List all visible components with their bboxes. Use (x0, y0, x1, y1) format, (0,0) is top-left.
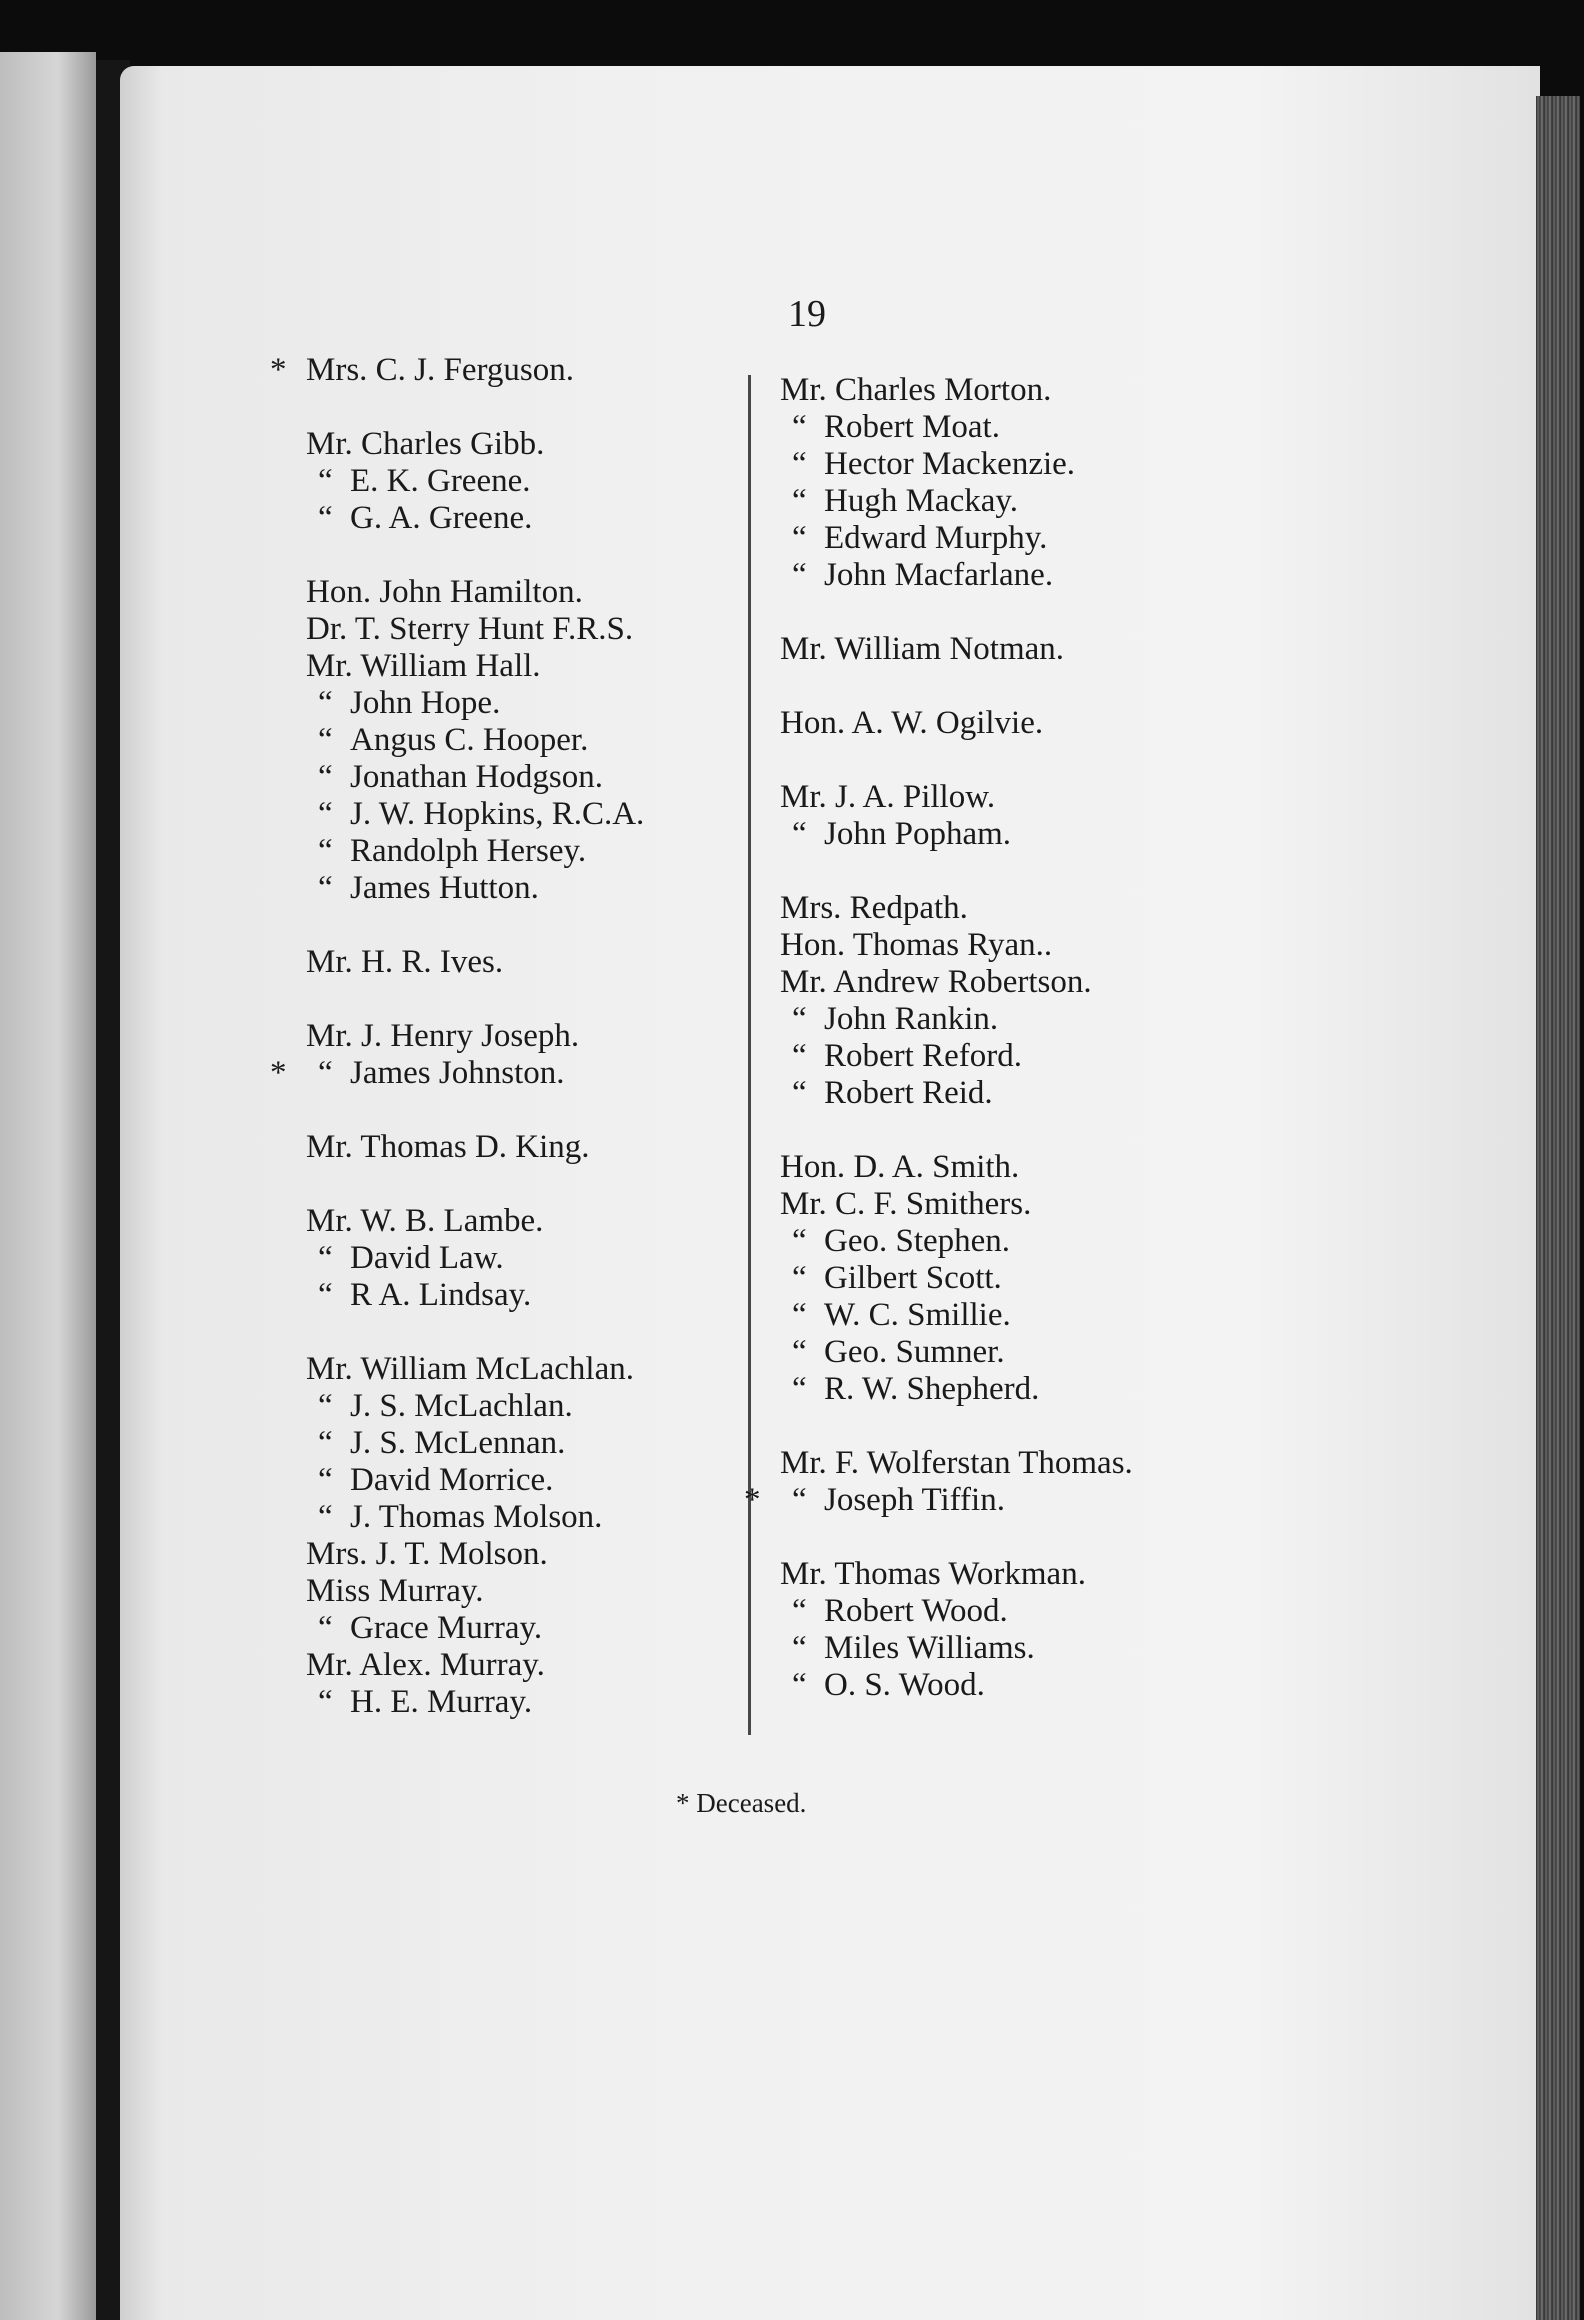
list-spacer (306, 981, 644, 1018)
member-name: Hon. A. W. Ogilvie. (780, 705, 1044, 741)
member-name: H. E. Murray. (350, 1684, 533, 1720)
ditto-mark: “ (792, 1667, 807, 1703)
member-name: Jonathan Hodgson. (350, 759, 603, 795)
list-item (780, 705, 1133, 742)
ditto-mark: “ (318, 796, 333, 832)
ditto-mark: “ (792, 1223, 807, 1259)
ditto-mark: “ (792, 1593, 807, 1629)
member-name: Mr. Alex. Murray. (306, 1647, 545, 1683)
ditto-mark: “ (318, 833, 333, 869)
member-name: John Rankin. (824, 1001, 999, 1037)
ditto-mark: “ (792, 446, 807, 482)
member-name: John Hope. (350, 685, 501, 721)
member-name: Hon. Thomas Ryan.. (780, 927, 1053, 963)
list-item (306, 1018, 644, 1055)
ditto-mark: “ (318, 1277, 333, 1313)
member-name: Mr. Charles Morton. (780, 372, 1052, 408)
ditto-mark: “ (318, 722, 333, 758)
list-item (306, 574, 644, 611)
previous-page-edge (0, 52, 96, 2320)
list-item (780, 557, 1133, 594)
list-spacer (780, 1408, 1133, 1445)
ditto-mark: “ (792, 557, 807, 593)
member-name: David Morrice. (350, 1462, 554, 1498)
ditto-mark: “ (792, 1001, 807, 1037)
ditto-mark: “ (792, 1630, 807, 1666)
ditto-mark: “ (318, 463, 333, 499)
list-item (306, 1240, 644, 1277)
list-item (780, 1223, 1133, 1260)
member-name: Mr. J. A. Pillow. (780, 779, 996, 815)
member-name: R. W. Shepherd. (824, 1371, 1040, 1407)
list-item (306, 796, 644, 833)
list-spacer (780, 594, 1133, 631)
list-item (306, 1277, 644, 1314)
member-name: Grace Murray. (350, 1610, 543, 1646)
list-item (780, 1667, 1133, 1704)
footnote-deceased: * Deceased. (676, 1788, 807, 1818)
member-name: Robert Reford. (824, 1038, 1022, 1074)
list-item (306, 1647, 644, 1684)
page-number: 19 (788, 293, 826, 335)
ditto-mark: “ (318, 1684, 333, 1720)
list-item (780, 1630, 1133, 1667)
list-item (780, 372, 1133, 409)
list-item (780, 816, 1133, 853)
list-item (306, 944, 644, 981)
member-name: Mr. J. Henry Joseph. (306, 1018, 580, 1054)
list-item (306, 833, 644, 870)
member-name: John Popham. (824, 816, 1012, 852)
column-divider (748, 375, 751, 1735)
member-name: James Johnston. (350, 1055, 565, 1091)
member-name: Edward Murphy. (824, 520, 1048, 556)
list-item (306, 1203, 644, 1240)
member-name: W. C. Smillie. (824, 1297, 1011, 1333)
list-item (306, 611, 644, 648)
list-item (270, 352, 644, 389)
ditto-mark: “ (318, 1499, 333, 1535)
ditto-mark: “ (792, 1297, 807, 1333)
member-name: J. W. Hopkins, R.C.A. (350, 796, 645, 832)
ditto-mark: “ (792, 1075, 807, 1111)
ditto-mark: “ (792, 483, 807, 519)
list-item (780, 1371, 1133, 1408)
list-item (780, 1334, 1133, 1371)
list-spacer (306, 1314, 644, 1351)
list-item (780, 483, 1133, 520)
member-name: Randolph Hersey. (350, 833, 587, 869)
ditto-mark: “ (318, 1055, 333, 1091)
member-name: Mrs. C. J. Ferguson. (306, 352, 575, 388)
list-item (306, 648, 644, 685)
ditto-mark: “ (792, 1038, 807, 1074)
member-name: Geo. Stephen. (824, 1223, 1011, 1259)
list-item (306, 1351, 644, 1388)
member-name: J. S. McLachlan. (350, 1388, 573, 1424)
list-item (780, 1593, 1133, 1630)
list-spacer (306, 1166, 644, 1203)
member-name: Geo. Sumner. (824, 1334, 1005, 1370)
list-item (780, 779, 1133, 816)
member-name: Hon. D. A. Smith. (780, 1149, 1020, 1185)
deceased-asterisk: * (270, 1055, 287, 1091)
ditto-mark: “ (318, 685, 333, 721)
ditto-mark: “ (792, 409, 807, 445)
member-name: Mr. William Hall. (306, 648, 541, 684)
list-item (780, 1038, 1133, 1075)
member-name: Mr. C. F. Smithers. (780, 1186, 1032, 1222)
member-name: R A. Lindsay. (350, 1277, 532, 1313)
list-spacer (780, 742, 1133, 779)
member-name: Mrs. Redpath. (780, 890, 968, 926)
list-item (780, 964, 1133, 1001)
list-item (780, 446, 1133, 483)
left-name-column (270, 352, 645, 1721)
list-item (306, 1129, 644, 1166)
list-item (306, 870, 644, 907)
member-name: Hon. John Hamilton. (306, 574, 583, 610)
list-spacer (306, 389, 644, 426)
list-spacer (780, 668, 1133, 705)
list-item (306, 426, 644, 463)
list-item (306, 1573, 644, 1610)
list-item (306, 1610, 644, 1647)
member-name: James Hutton. (350, 870, 539, 906)
list-spacer (780, 1519, 1133, 1556)
ditto-mark: “ (318, 1240, 333, 1276)
page-stack-edge (1536, 96, 1580, 2320)
member-name: Mr. William Notman. (780, 631, 1065, 667)
list-item (780, 520, 1133, 557)
list-item (306, 759, 644, 796)
member-name: Miss Murray. (306, 1573, 484, 1609)
member-name: Robert Moat. (824, 409, 1000, 445)
list-item (306, 722, 644, 759)
ditto-mark: “ (318, 759, 333, 795)
list-item (306, 463, 644, 500)
list-item (306, 1499, 644, 1536)
list-item (744, 1482, 1133, 1519)
ditto-mark: “ (792, 1260, 807, 1296)
member-name: Joseph Tiffin. (824, 1482, 1005, 1518)
deceased-asterisk: * (270, 352, 287, 388)
member-name: Mr. Thomas D. King. (306, 1129, 590, 1165)
list-item (780, 1445, 1133, 1482)
member-name: Mrs. J. T. Molson. (306, 1536, 548, 1572)
member-name: Mr. William McLachlan. (306, 1351, 634, 1387)
list-item (306, 1684, 644, 1721)
member-name: Dr. T. Sterry Hunt F.R.S. (306, 611, 634, 647)
list-item (780, 890, 1133, 927)
member-name: Hector Mackenzie. (824, 446, 1076, 482)
list-item (306, 1536, 644, 1573)
member-name: Mr. F. Wolferstan Thomas. (780, 1445, 1133, 1481)
member-name: Mr. W. B. Lambe. (306, 1203, 544, 1239)
list-item (306, 1388, 644, 1425)
ditto-mark: “ (792, 1371, 807, 1407)
member-name: Miles Williams. (824, 1630, 1035, 1666)
member-name: Robert Reid. (824, 1075, 993, 1111)
ditto-mark: “ (318, 500, 333, 536)
list-item (306, 685, 644, 722)
list-item (306, 1425, 644, 1462)
list-item (780, 1001, 1133, 1038)
member-name: J. S. McLennan. (350, 1425, 566, 1461)
list-spacer (780, 1112, 1133, 1149)
member-name: Mr. Thomas Workman. (780, 1556, 1086, 1592)
member-name: G. A. Greene. (350, 500, 533, 536)
ditto-mark: “ (792, 1334, 807, 1370)
member-name: O. S. Wood. (824, 1667, 985, 1703)
list-item (780, 631, 1133, 668)
member-name: Angus C. Hooper. (350, 722, 589, 758)
ditto-mark: “ (318, 1462, 333, 1498)
right-name-column (744, 372, 1133, 1704)
member-name: J. Thomas Molson. (350, 1499, 603, 1535)
list-item (780, 1260, 1133, 1297)
list-item (780, 409, 1133, 446)
list-item (780, 1556, 1133, 1593)
list-item (780, 1297, 1133, 1334)
list-item (306, 1462, 644, 1499)
ditto-mark: “ (792, 520, 807, 556)
ditto-mark: “ (792, 816, 807, 852)
ditto-mark: “ (792, 1482, 807, 1518)
list-spacer (780, 853, 1133, 890)
list-spacer (306, 907, 644, 944)
ditto-mark: “ (318, 870, 333, 906)
ditto-mark: “ (318, 1388, 333, 1424)
list-item (780, 1075, 1133, 1112)
member-name: Robert Wood. (824, 1593, 1008, 1629)
ditto-mark: “ (318, 1425, 333, 1461)
list-spacer (306, 537, 644, 574)
ditto-mark: “ (318, 1610, 333, 1646)
deceased-asterisk: * (744, 1482, 761, 1518)
member-name: David Law. (350, 1240, 504, 1276)
member-name: Mr. H. R. Ives. (306, 944, 504, 980)
list-item (780, 1186, 1133, 1223)
member-name: E. K. Greene. (350, 463, 531, 499)
list-item (306, 500, 644, 537)
list-item (780, 1149, 1133, 1186)
list-item (270, 1055, 644, 1092)
list-item (780, 927, 1133, 964)
member-name: John Macfarlane. (824, 557, 1054, 593)
member-name: Hugh Mackay. (824, 483, 1018, 519)
member-name: Gilbert Scott. (824, 1260, 1002, 1296)
member-name: Mr. Charles Gibb. (306, 426, 545, 462)
list-spacer (306, 1092, 644, 1129)
member-name: Mr. Andrew Robertson. (780, 964, 1092, 1000)
